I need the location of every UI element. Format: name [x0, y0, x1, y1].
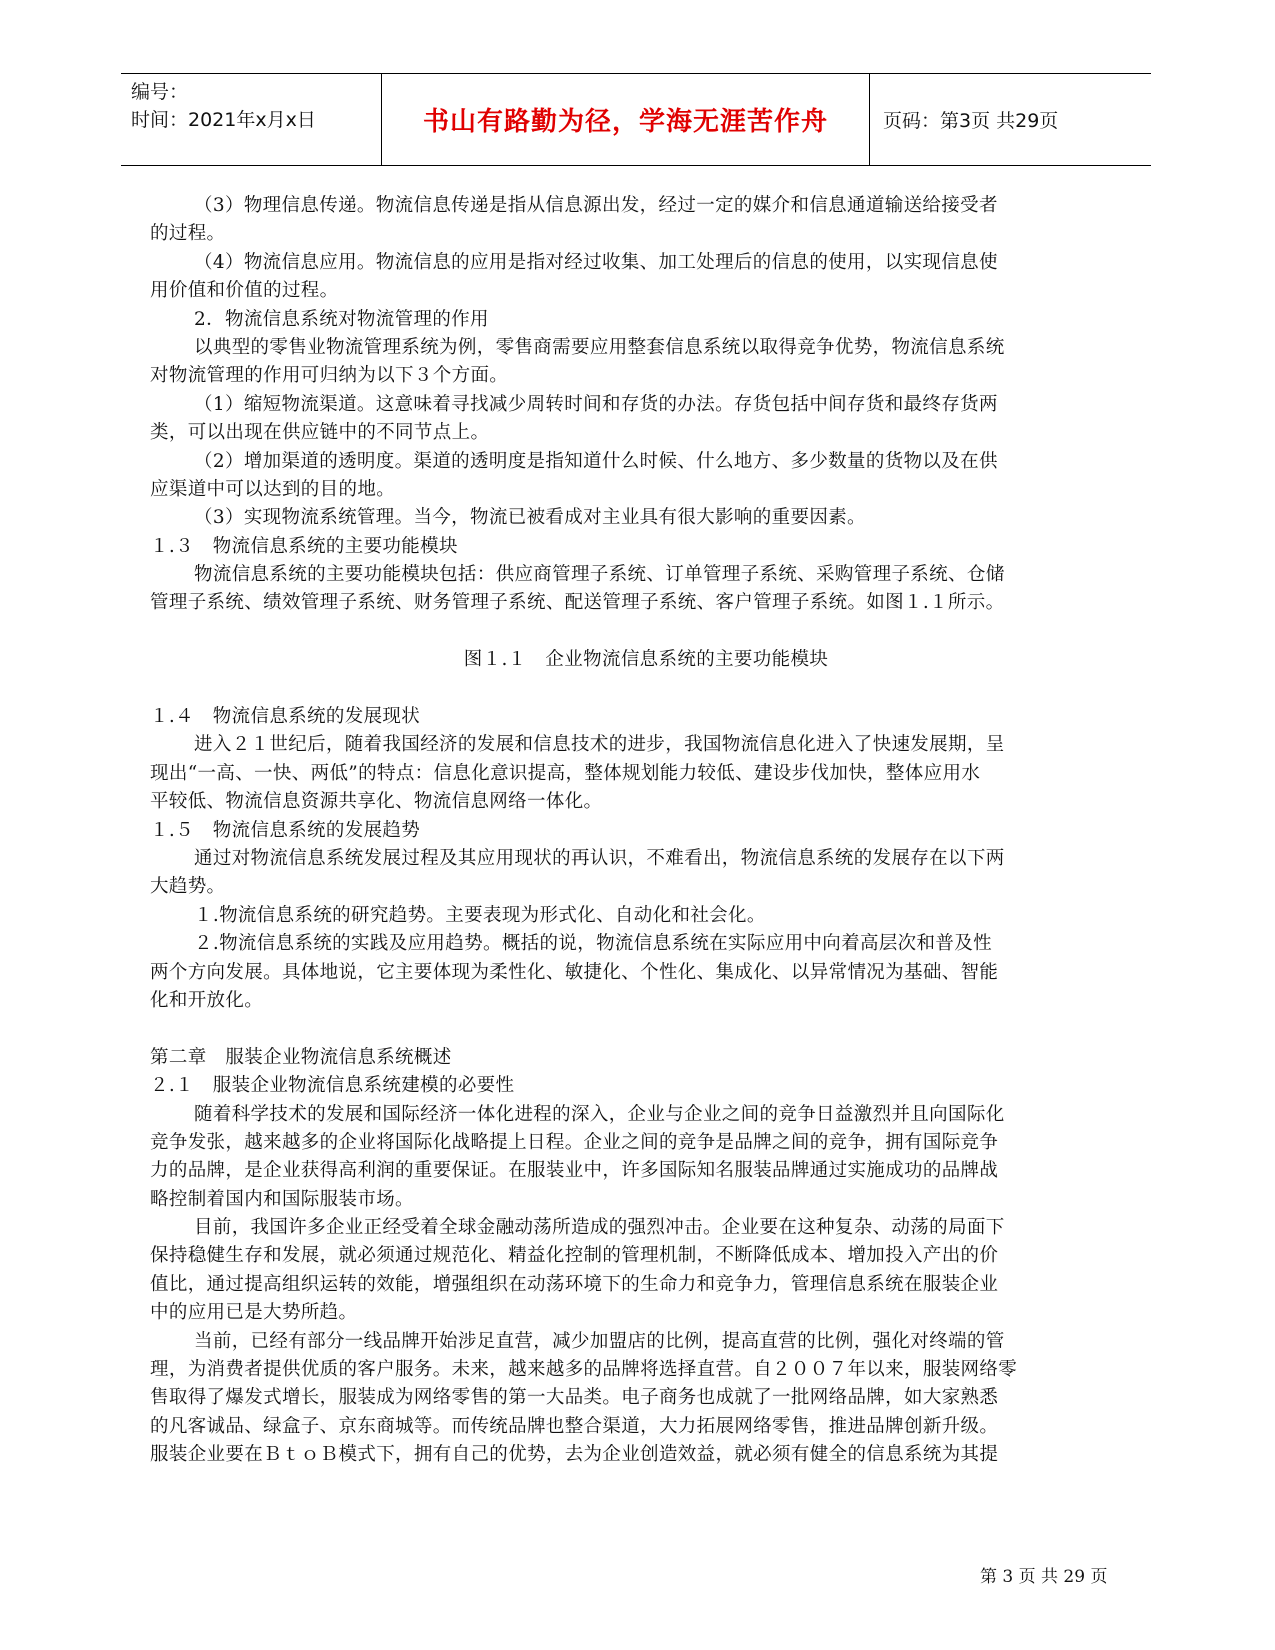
- paragraph-line: 应渠道中可以达到的目的地。: [150, 478, 396, 500]
- paragraph-line: 服装企业要在ＢｔｏＢ模式下，拥有自己的优势，去为企业创造效益，就必须有健全的信息系统为其提: [150, 1444, 999, 1466]
- paragraph-line: 售取得了爆发式增长，服装成为网络零售的第一大品类。电子商务也成就了一批网络品牌，如大家熟悉: [150, 1387, 999, 1409]
- section-heading: １.５ 物流信息系统的发展趋势: [150, 819, 421, 841]
- paragraph-line: 类，可以出现在供应链中的不同节点上。: [150, 422, 490, 444]
- paragraph-line: 进入２１世纪后，随着我国经济的发展和信息技术的进步，我国物流信息化进入了快速发展期，呈: [194, 734, 1005, 756]
- paragraph-line: 用价值和价值的过程。: [150, 280, 339, 302]
- page-info: 页码：第3页 共29页: [883, 110, 1059, 132]
- paragraph-line: 的凡客诚品、绿盒子、京东商城等。而传统品牌也整合渠道，大力拓展网络零售，推进品牌创新升级。: [150, 1415, 999, 1437]
- paragraph-line: 两个方向发展。具体地说，它主要体现为柔性化、敏捷化、个性化、集成化、以异常情况为基础、智能: [150, 961, 999, 983]
- paragraph-line: 值比，通过提高组织运转的效能，增强组织在动荡环境下的生命力和竞争力，管理信息系统在服装企业: [150, 1273, 999, 1295]
- paragraph-line: 理，为消费者提供优质的客户服务。未来，越来越多的品牌将选择直营。自２００７年以来，服装网络零: [150, 1359, 1018, 1381]
- paragraph-line: 以典型的零售业物流管理系统为例，零售商需要应用整套信息系统以取得竞争优势，物流信息系统: [194, 336, 1005, 358]
- header-table: [121, 73, 1151, 166]
- page-footer: 第 3 页 共 29 页: [980, 1567, 1108, 1587]
- paragraph-line: 力的品牌，是企业获得高利润的重要保证。在服装业中，许多国际知名服装品牌通过实施成功的品牌战: [150, 1160, 999, 1182]
- paragraph-line: 保持稳健生存和发展，就必须通过规范化、精益化控制的管理机制，不断降低成本、增加投入产出的价: [150, 1245, 999, 1267]
- spacer: [150, 1015, 1142, 1043]
- paragraph-line: （3）实现物流系统管理。当今，物流已被看成对主业具有很大影响的重要因素。: [194, 507, 866, 529]
- number-label: 编号：: [131, 81, 189, 103]
- paragraph-line: 竞争发张，越来越多的企业将国际化战略提上日程。企业之间的竞争是品牌之间的竞争，拥有国际竞争: [150, 1131, 999, 1153]
- section-heading: １.３ 物流信息系统的主要功能模块: [150, 535, 458, 557]
- paragraph-line: （1）缩短物流渠道。这意味着寻找减少周转时间和存货的办法。存货包括中间存货和最终存货两: [194, 393, 998, 415]
- spacer: [150, 675, 1142, 703]
- motto: 书山有路勤为径，学海无涯苦作舟: [382, 74, 870, 165]
- paragraph-line: 平较低、物流信息资源共享化、物流信息网络一体化。: [150, 791, 603, 813]
- spacer: [150, 618, 1142, 646]
- paragraph-line: １.物流信息系统的研究趋势。主要表现为形式化、自动化和社会化。: [194, 904, 766, 926]
- paragraph-line: 的过程。: [150, 223, 226, 245]
- paragraph-line: 对物流管理的作用可归纳为以下３个方面。: [150, 365, 509, 387]
- paragraph-line: 通过对物流信息系统发展过程及其应用现状的再认识，不难看出，物流信息系统的发展存在以下两: [194, 847, 1005, 869]
- header-left-cell: [121, 74, 382, 165]
- subheading: 2．物流信息系统对物流管理的作用: [194, 308, 489, 330]
- paragraph-line: （4）物流信息应用。物流信息的应用是指对经过收集、加工处理后的信息的使用，以实现信息使: [194, 251, 998, 273]
- paragraph-line: 略控制着国内和国际服装市场。: [150, 1188, 414, 1210]
- paragraph-line: （3）物理信息传递。物流信息传递是指从信息源出发，经过一定的媒介和信息通道输送给接受者: [194, 195, 998, 216]
- paragraph-line: （2）增加渠道的透明度。渠道的透明度是指知道什么时候、什么地方、多少数量的货物以及在供: [194, 450, 998, 472]
- paragraph-line: 目前，我国许多企业正经受着全球金融动荡所造成的强烈冲击。企业要在这种复杂、动荡的局面下: [194, 1217, 1005, 1239]
- paragraph-line: ２.物流信息系统的实践及应用趋势。概括的说，物流信息系统在实际应用中向着高层次和普及性: [194, 933, 992, 955]
- time-label: 时间：2021年x月x日: [131, 109, 316, 131]
- paragraph-line: 随着科学技术的发展和国际经济一体化进程的深入，企业与企业之间的竞争日益激烈并且向国际化: [194, 1103, 1005, 1125]
- paragraph-line: 中的应用已是大势所趋。: [150, 1302, 358, 1324]
- figure-caption: 图１.１ 企业物流信息系统的主要功能模块: [463, 649, 829, 671]
- section-heading: １.４ 物流信息系统的发展现状: [150, 706, 421, 728]
- paragraph-line: 现出“一高、一快、两低”的特点：信息化意识提高，整体规划能力较低、建设步伐加快，整体应用水: [150, 762, 981, 784]
- paragraph-line: 物流信息系统的主要功能模块包括：供应商管理子系统、订单管理子系统、采购管理子系统、仓储: [194, 564, 1005, 586]
- document-body: [150, 192, 1142, 1470]
- paragraph-line: 当前，已经有部分一线品牌开始涉足直营，减少加盟店的比例，提高直营的比例，强化对终端的管: [194, 1330, 1005, 1352]
- paragraph-line: 化和开放化。: [150, 989, 264, 1011]
- paragraph-line: 管理子系统、绩效管理子系统、财务管理子系统、配送管理子系统、客户管理子系统。如图１.１所示。: [150, 592, 1005, 614]
- paragraph-line: 大趋势。: [150, 876, 226, 898]
- chapter-title: 第二章 服装企业物流信息系统概述: [150, 1046, 452, 1068]
- section-heading: ２.１ 服装企业物流信息系统建模的必要性: [150, 1075, 515, 1097]
